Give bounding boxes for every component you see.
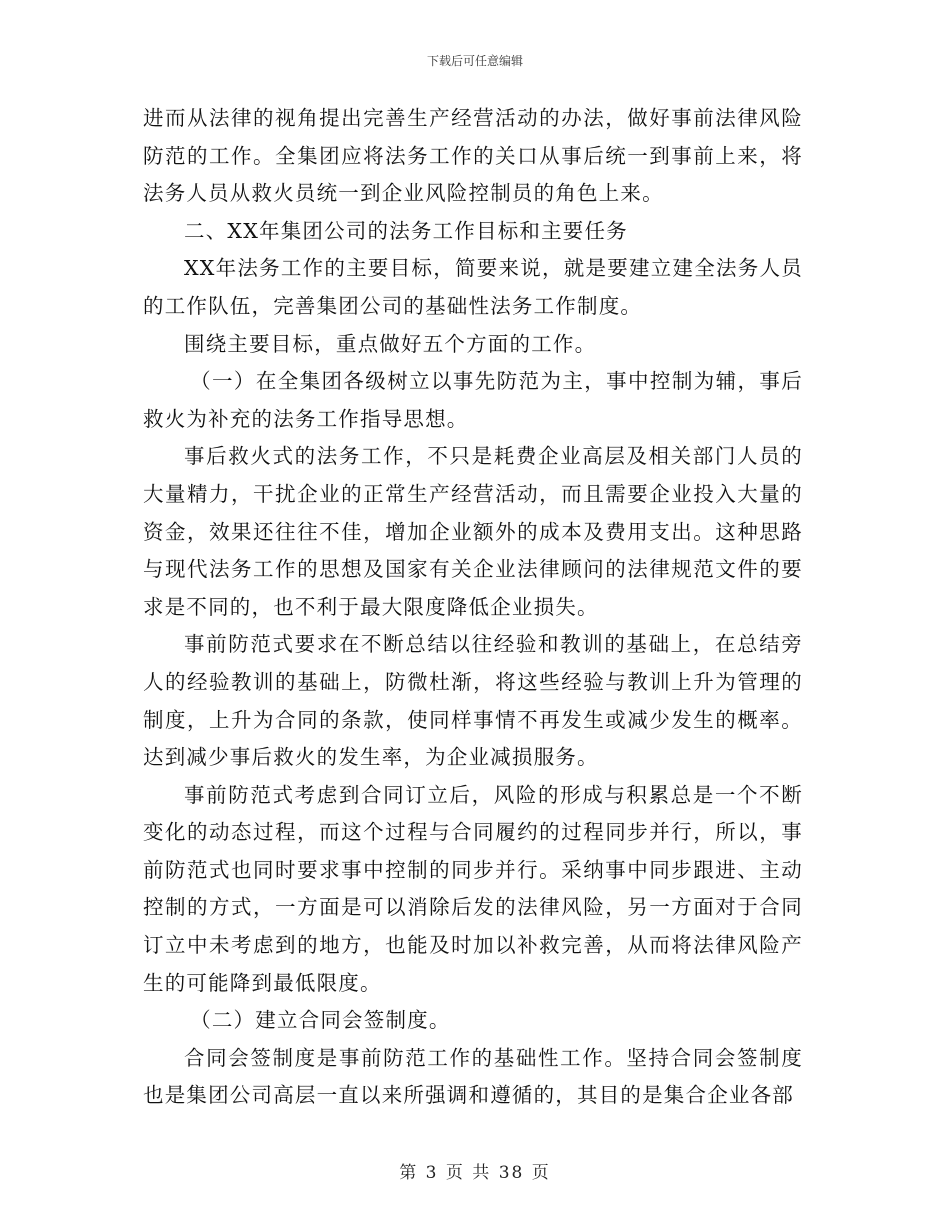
paragraph: 进而从法律的视角提出完善生产经营活动的办法，做好事前法律风险防范的工作。全集团应将法务工作的关口从事后统一到事前上来，将法务人员从救火员统一到企业风险控制员的角色上来。 bbox=[143, 106, 803, 206]
document-body bbox=[143, 100, 803, 1115]
paragraph: 事前防范式要求在不断总结以往经验和教训的基础上，在总结旁人的经验教训的基础上，防微杜渐，将这些经验与教训上升为管理的制度，上升为合同的条款，使同样事情不再发生或减少发生的概率。达到减少事后救火的发生率，为企业减损服务。 bbox=[143, 632, 803, 770]
paragraph: 围绕主要目标，重点做好五个方面的工作。 bbox=[184, 331, 597, 356]
page-header-note: 下载后可任意编辑 bbox=[426, 54, 523, 68]
page-number-footer: 第 3 页 共 38 页 bbox=[399, 1163, 551, 1183]
paragraph: 事前防范式考虑到合同订立后，风险的形成与积累总是一个不断变化的动态过程，而这个过程与合同履约的过程同步并行，所以，事前防范式也同时要求事中控制的同步并行。采纳事中同步跟进、主动控制的方式，一方面是可以消除后发的法律风险，另一方面对于合同订立中未考虑到的地方，也能及时加以补救完善，从而将法律风险产生的可能降到最低限度。 bbox=[143, 782, 803, 995]
paragraph: 事后救火式的法务工作，不只是耗费企业高层及相关部门人员的大量精力，干扰企业的正常生产经营活动，而且需要企业投入大量的资金，效果还往往不佳，增加企业额外的成本及费用支出。这种思路与现代法务工作的思想及国家有关企业法律顾问的法律规范文件的要求是不同的，也不利于最大限度降低企业损失。 bbox=[143, 444, 803, 619]
subsection-heading: （二）建立合同会签制度。 bbox=[190, 1008, 451, 1033]
paragraph: XX年法务工作的主要目标，简要来说，就是要建立建全法务人员的工作队伍，完善集团公司的基础性法务工作制度。 bbox=[143, 256, 803, 318]
subsection-heading: （一）在全集团各级树立以事先防范为主，事中控制为辅，事后救火为补充的法务工作指导思想。 bbox=[143, 369, 803, 431]
section-heading: 二、XX年集团公司的法务工作目标和主要任务 bbox=[184, 218, 628, 243]
paragraph: 合同会签制度是事前防范工作的基础性工作。坚持合同会签制度也是集团公司高层一直以来所强调和遵循的，其目的是集合企业各部 bbox=[143, 1045, 803, 1108]
